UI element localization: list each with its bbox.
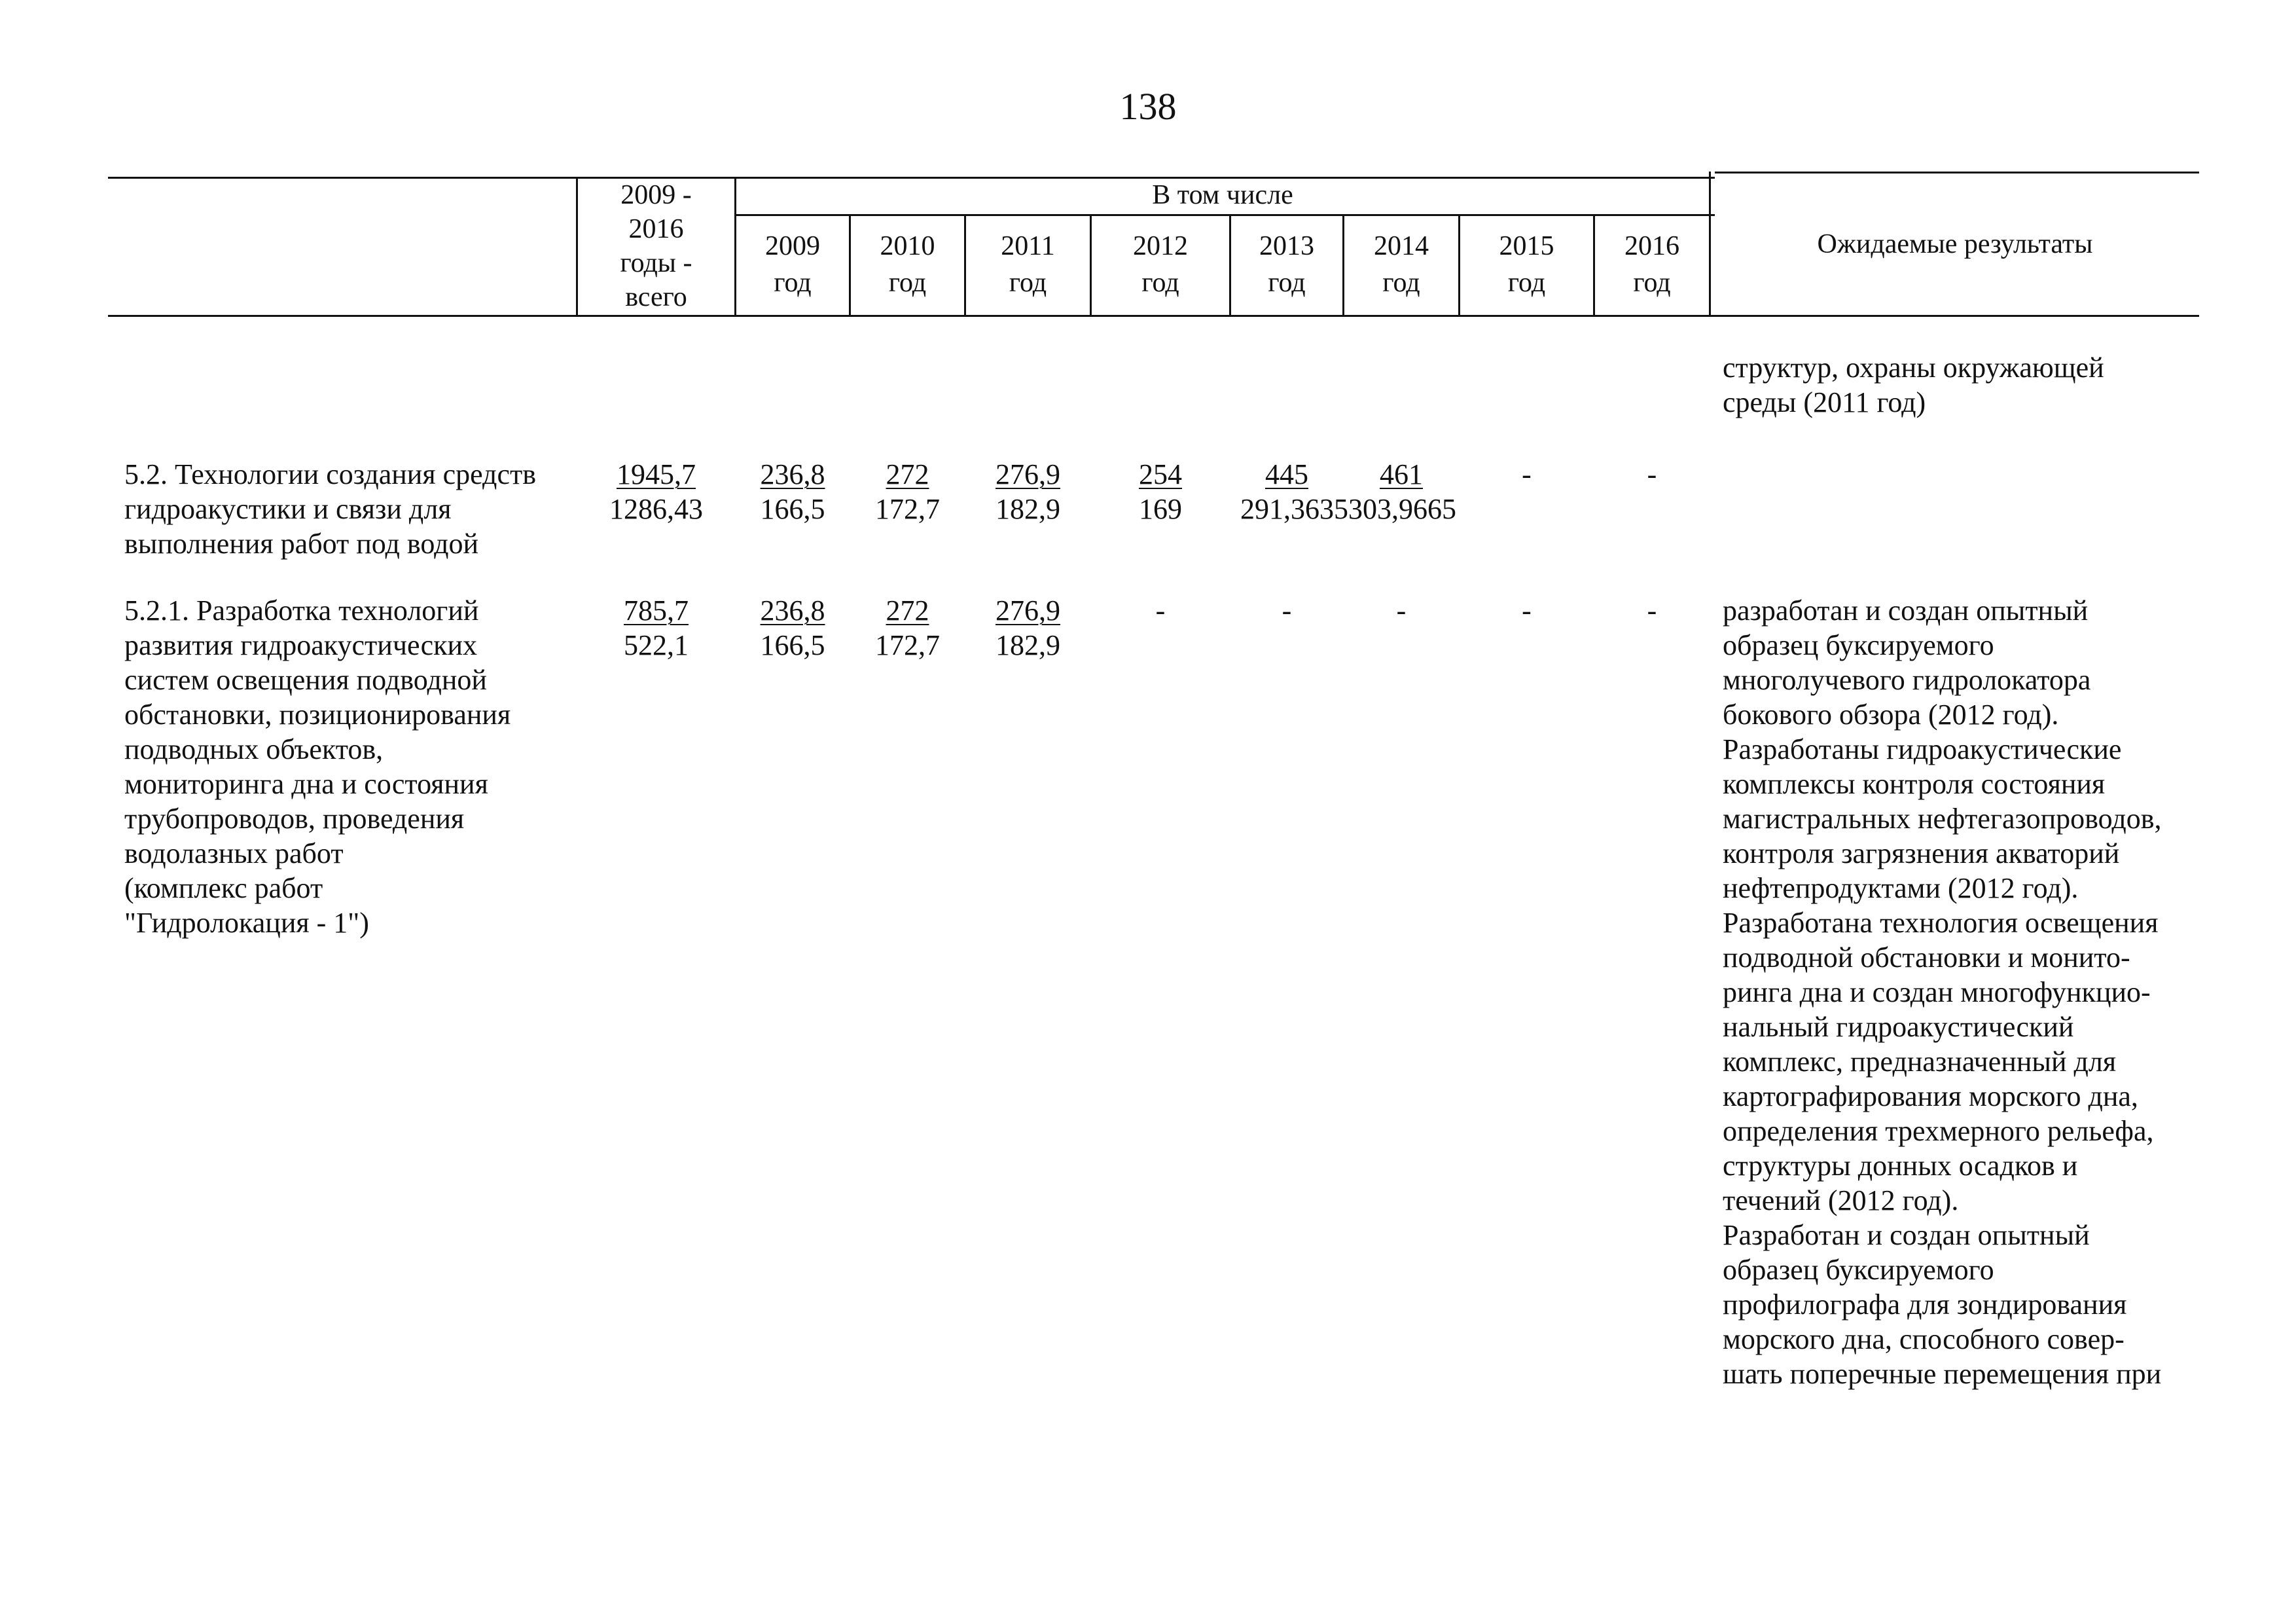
header-top-rule-right bbox=[1715, 172, 2199, 173]
value-2010-actual: 172,7 bbox=[875, 629, 940, 661]
row-title: 5.2. Технологии создания средств гидроакустики и связи для выполнения работ под водой bbox=[124, 458, 536, 560]
value-2016: - bbox=[1647, 458, 1657, 490]
value-2014: - bbox=[1396, 594, 1407, 627]
continued-results-text: структур, охраны окружающей среды (2011 год) bbox=[1723, 352, 2104, 418]
header-in-that-number: В том числе bbox=[1152, 180, 1293, 210]
total-planned: 1945,7 bbox=[617, 458, 696, 490]
subheader-rule bbox=[734, 214, 1715, 216]
value-2016: - bbox=[1647, 594, 1657, 627]
value-2012-planned: 254 bbox=[1139, 458, 1182, 490]
value-2011-planned: 276,9 bbox=[996, 458, 1060, 490]
expected-results-text: разработан и создан опытный образец буксируемого многолучевого гидролокатора бокового обзора (2012 год). Разработаны гидроакустические комплексы контроля состояния магистральных нефтегазопроводов, контроля загрязнения акваторий нефтепродуктами (2012 год). Разработана технология освещения подводной обстановки и монито- ринга дна и создан многофункцио- нальный гидроакустический комплекс, предназначенный для картографирования морского дна, определения трехмерного рельефа, структуры донных осадков и течений (2012 год). Разработан и создан опытный образец буксируемого профилографа для зондирования морского дна, способного совер- шать поперечные перемещения при bbox=[1723, 594, 2162, 1390]
value-2012-actual: 169 bbox=[1139, 493, 1182, 525]
header-year-2013: 2013 год bbox=[1259, 231, 1314, 298]
value-2009-actual: 166,5 bbox=[760, 493, 825, 525]
value-2010-actual: 172,7 bbox=[875, 493, 940, 525]
value-2009-planned: 236,8 bbox=[760, 594, 825, 627]
total-actual: 522,1 bbox=[624, 629, 689, 661]
header-year-2015: 2015 год bbox=[1499, 231, 1554, 298]
header-year-2009: 2009 год bbox=[765, 231, 820, 298]
header-year-2016: 2016 год bbox=[1624, 231, 1679, 298]
page-number: 138 bbox=[1119, 85, 1177, 128]
value-2010-planned: 272 bbox=[886, 594, 929, 627]
header-expected-results: Ожидаемые результаты bbox=[1817, 229, 2093, 259]
value-2014-planned: 461 bbox=[1380, 458, 1423, 490]
row-title: 5.2.1. Разработка технологий развития гидроакустических систем освещения подводной обстановки, позиционирования подводных объектов, мониторинга дна и состояния трубопроводов, проведения водолазных работ (комплекс работ "Гидролокация - 1") bbox=[124, 594, 511, 939]
header-year-2012: 2012 год bbox=[1133, 231, 1188, 298]
header-year-2011: 2011 год bbox=[1001, 231, 1055, 298]
value-2015: - bbox=[1522, 458, 1532, 490]
value-2013-actual: 291,3635 bbox=[1240, 493, 1348, 525]
header-total: 2009 - 2016 годы - всего bbox=[620, 180, 692, 312]
total-actual: 1286,43 bbox=[609, 493, 703, 525]
value-2015: - bbox=[1522, 594, 1532, 627]
value-2009-actual: 166,5 bbox=[760, 629, 825, 661]
value-2012: - bbox=[1155, 594, 1166, 627]
value-2011-planned: 276,9 bbox=[996, 594, 1060, 627]
header-year-2014: 2014 год bbox=[1374, 231, 1429, 298]
value-2013: - bbox=[1282, 594, 1292, 627]
total-planned: 785,7 bbox=[624, 594, 689, 627]
value-2010-planned: 272 bbox=[886, 458, 929, 490]
header-year-2010: 2010 год bbox=[880, 231, 935, 298]
value-2011-actual: 182,9 bbox=[996, 493, 1060, 525]
value-2013-planned: 445 bbox=[1265, 458, 1308, 490]
value-2014-actual: 303,9665 bbox=[1348, 493, 1456, 525]
value-2011-actual: 182,9 bbox=[996, 629, 1060, 661]
header-bottom-rule bbox=[108, 315, 2199, 317]
value-2009-planned: 236,8 bbox=[760, 458, 825, 490]
